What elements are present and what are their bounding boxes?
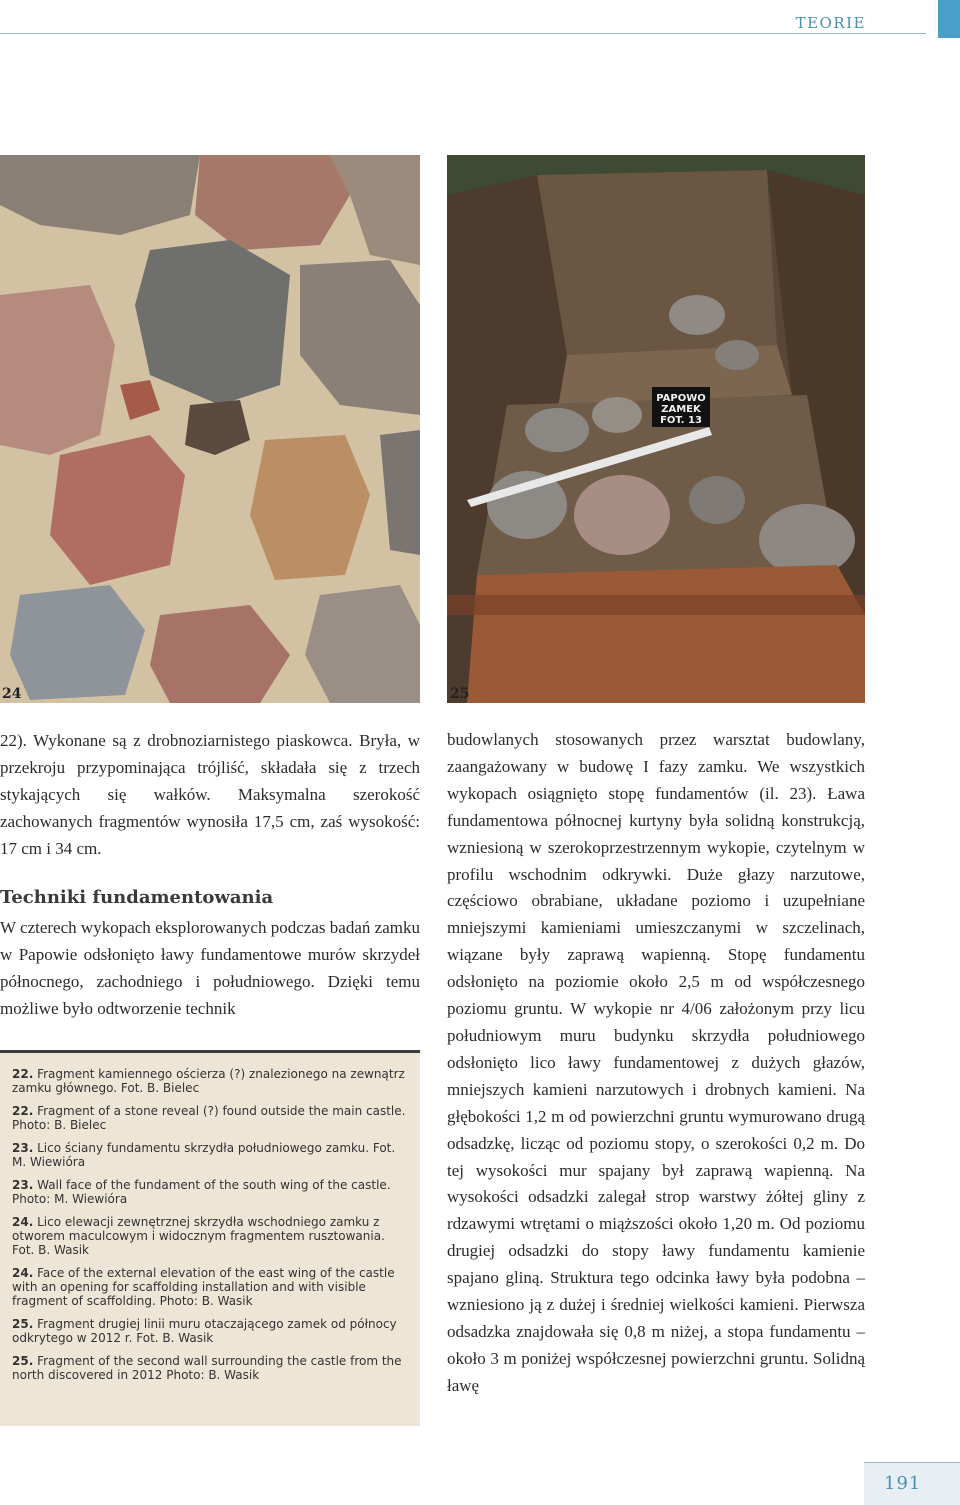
figure-number-25: 25 — [450, 686, 470, 702]
photo-stone-wall — [0, 155, 420, 703]
caption-number: 23. — [12, 1178, 34, 1192]
sign-line3: FOT. 13 — [660, 415, 702, 426]
caption-item — [12, 1354, 408, 1382]
caption-number: 24. — [12, 1215, 34, 1229]
page-number: 191 — [884, 1473, 922, 1494]
caption-text: Fragment drugiej linii muru otaczającego zamek od północy odkrytego w 2012 r. Fot. B. Wasik — [12, 1317, 397, 1345]
caption-text: Face of the external elevation of the east wing of the castle with an opening for scaffolding installation and with visible fragment of scaffolding. Photo: B. Wasik — [12, 1266, 395, 1308]
caption-item — [12, 1104, 408, 1132]
sign-line1: PAPOWO — [656, 393, 706, 404]
right-paragraph: budowlanych stosowanych przez warsztat budowlany, zaangażowany w budowę I fazy zamku. We wszystkich wykopach osiągnięto stopę fundamentów (il. 23). Ława fundamentowa północnej kurtyny była solidną konstrukcją, wzniesioną w szerokoprzestrzennym wykopie, czytelnym w profilu wschodnim odkrywki. Duże głazy narzutowe, częściowo obrabiane, układane poziomo i uzupełniane mniejszymi kamieniami umieszczanymi w szczelinach, wiązane były zaprawą wapienną. Stopę fundamentu odsłonięto na poziomie około 2,5 m od współczesnego poziomu gruntu. W wykopie nr 4/06 założonym przy licu południowym muru budynku skrzydła południowego odsłonięto lico ławy fundamentowej z dużych głazów, mniejszych kamieni narzutowych i drobnych kamieni. Na głębokości 1,2 m od powierzchni gruntu wymurowano drugą odsadzkę, licząc od poziomu stopy, o szerokości 0,2 m. Do tej wysokości mur spajany był zaprawą wapienną. Na wysokości odsadzki zalegał strop warstwy żółtej gliny z rdzawymi wtrętami o miąższości około 1,20 m. Od poziomu drugiej odsadzki do stopy ławy fundamentu kamienie spajano gliną. Struktura tego odcinka ławy była podobna – wzniesiono ją z dużej i średniej wielkości kamieni. Pierwsza odsadzka znajdowała się 0,8 m niżej, a stopa fundamentu – około 3 m poniżej współczesnej powierzchni gruntu. Solidną ławę — [447, 730, 865, 1395]
sign-line2: ZAMEK — [661, 404, 701, 415]
caption-number: 22. — [12, 1067, 34, 1081]
captions-box — [0, 1050, 420, 1426]
caption-item — [12, 1215, 408, 1257]
left-paragraph-2: W czterech wykopach eksplorowanych podczas badań zamku w Papowie odsłonięto ławy fundamentowe murów skrzydeł północnego, zachodniego i południowego. Dzięki temu możliwe było odtworzenie technik — [0, 918, 420, 1018]
section-label: TEORIE — [795, 14, 866, 32]
caption-number: 22. — [12, 1104, 34, 1118]
caption-item — [12, 1141, 408, 1169]
caption-text: Lico ściany fundamentu skrzydła południowego zamku. Fot. M. Wiewióra — [12, 1141, 396, 1169]
caption-number: 25. — [12, 1317, 34, 1331]
header-rule — [0, 33, 926, 34]
figure-number-24: 24 — [2, 686, 22, 702]
page-number-box — [864, 1462, 960, 1505]
caption-text: Fragment kamiennego ościerza (?) znalezionego na zewnątrz zamku głównego. Fot. B. Bielec — [12, 1067, 405, 1095]
caption-item — [12, 1067, 408, 1095]
caption-text: Fragment of a stone reveal (?) found outside the main castle. Photo: B. Bielec — [12, 1104, 406, 1132]
section-heading: Techniki fundamentowania — [0, 887, 274, 908]
caption-number: 24. — [12, 1266, 34, 1280]
caption-text: Wall face of the fundament of the south wing of the castle. Photo: M. Wiewióra — [12, 1178, 391, 1206]
caption-item — [12, 1178, 408, 1206]
caption-text: Fragment of the second wall surrounding the castle from the north discovered in 2012 Photo: B. Wasik — [12, 1354, 402, 1382]
caption-item — [12, 1317, 408, 1345]
photo-excavation-trench — [447, 155, 865, 703]
corner-tab — [938, 0, 960, 38]
caption-number: 25. — [12, 1354, 34, 1368]
caption-text: Lico elewacji zewnętrznej skrzydła wschodniego zamku z otworem maculcowym i widocznym fragmentem rusztowania. Fot. B. Wasik — [12, 1215, 385, 1257]
left-paragraph-1: 22). Wykonane są z drobnoziarnistego piaskowca. Bryła, w przekroju przypominająca trójliść, składała się z trzech stykających się wałków. Maksymalna szerokość zachowanych fragmentów wynosiła 17,5 cm, zaś wysokość: 17 cm i 34 cm. — [0, 731, 420, 858]
caption-number: 23. — [12, 1141, 34, 1155]
caption-item — [12, 1266, 408, 1308]
